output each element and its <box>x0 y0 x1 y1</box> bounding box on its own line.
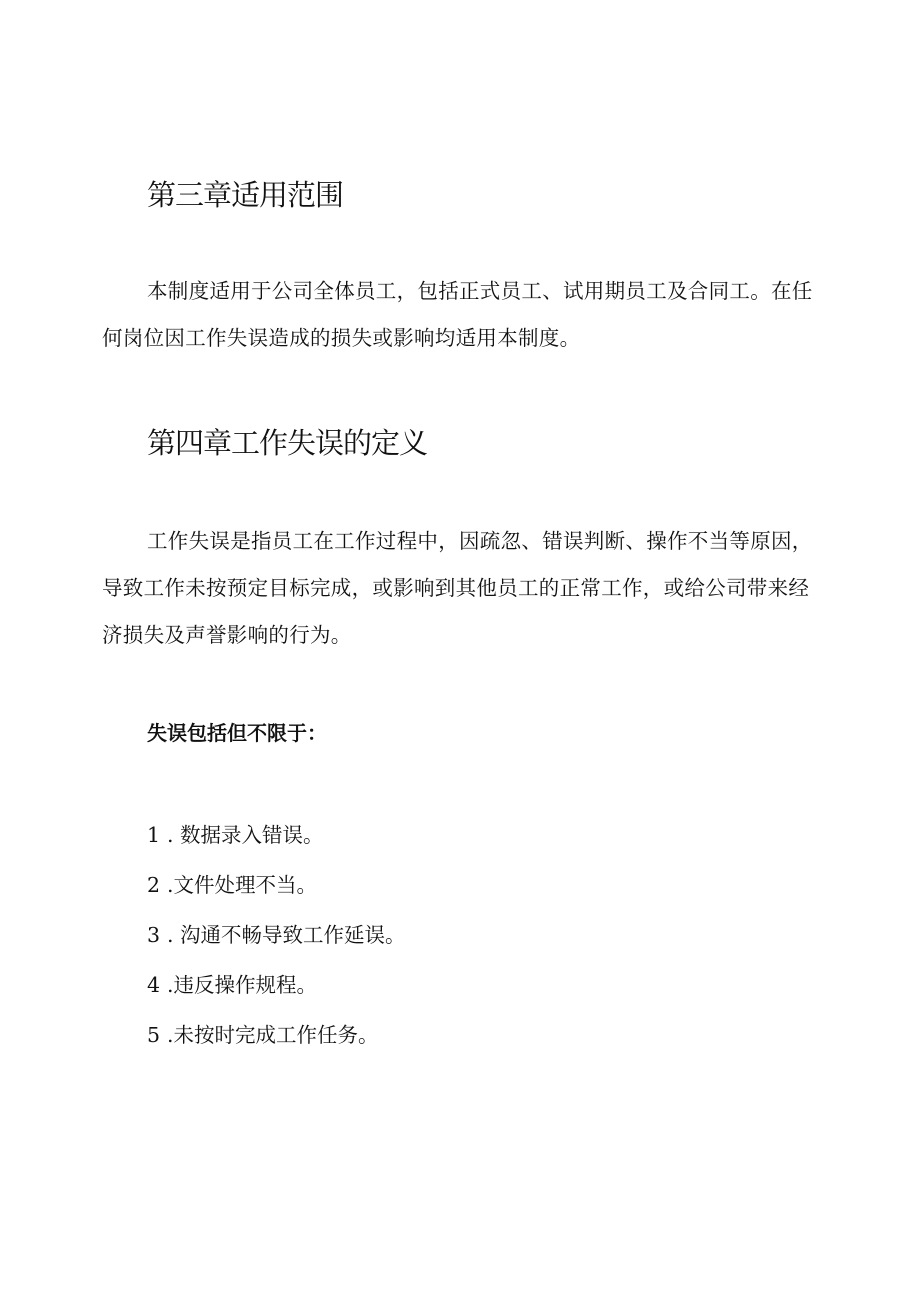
chapter-4-heading: 第四章工作失误的定义 <box>147 426 428 460</box>
list-item-number: 4 <box>147 973 161 997</box>
list-item-text: . 沟通不畅导致工作延误。 <box>167 923 406 947</box>
list-item-text: .违反操作规程。 <box>167 973 318 997</box>
list-item-text: .文件处理不当。 <box>167 873 318 897</box>
list-item-number: 5 <box>147 1023 161 1047</box>
list-item-number: 2 <box>147 873 161 897</box>
list-intro: 失误包括但不限于： <box>147 721 327 745</box>
chapter-4-body: 工作失误是指员工在工作过程中，因疏忽、错误判断、操作不当等原因，导致工作未按预定目标完成，或影响到其他员工的正常工作，或给公司带来经济损失及声誉影响的行为。 <box>102 529 813 647</box>
chapter-3-heading: 第三章适用范围 <box>147 178 344 212</box>
list-item <box>147 1017 406 1067</box>
error-list <box>147 817 406 1067</box>
list-item-text: . 数据录入错误。 <box>167 823 324 847</box>
list-item <box>147 917 406 967</box>
list-item <box>147 967 406 1017</box>
chapter-3-body: 本制度适用于公司全体员工，包括正式员工、试用期员工及合同工。在任何岗位因工作失误造成的损失或影响均适用本制度。 <box>102 279 813 350</box>
list-item <box>147 867 406 917</box>
list-item-number: 1 <box>147 823 161 847</box>
list-item <box>147 817 406 867</box>
list-item-number: 3 <box>147 923 161 947</box>
list-item-text: .未按时完成工作任务。 <box>167 1023 379 1047</box>
